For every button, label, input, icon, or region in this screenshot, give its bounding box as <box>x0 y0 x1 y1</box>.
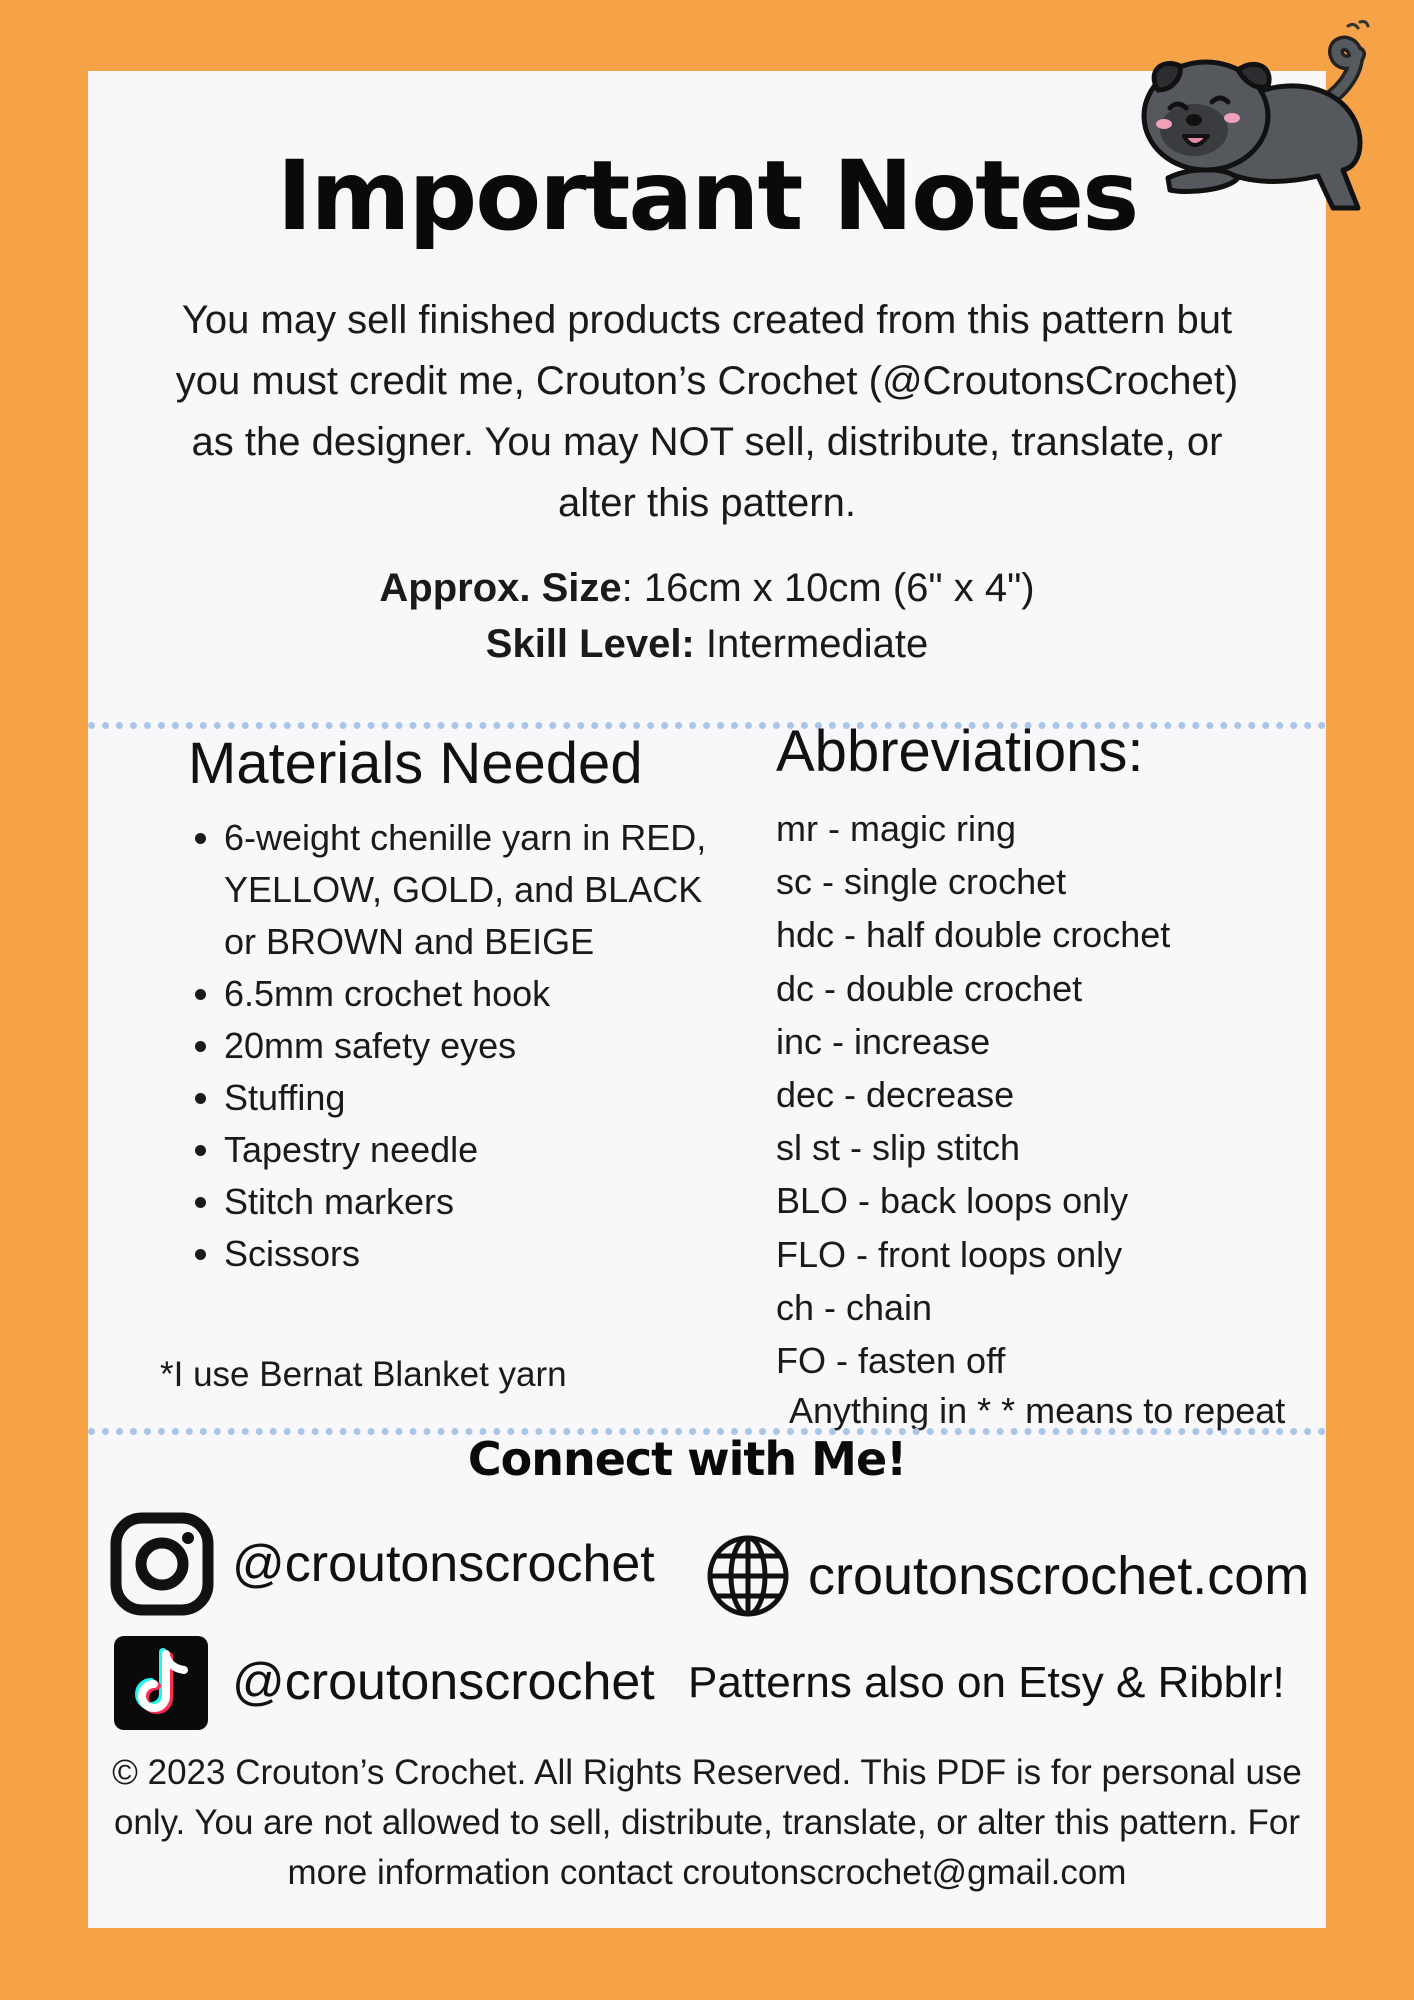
list-item: sl st - slip stitch <box>776 1127 1021 1169</box>
list-item: dec - decrease <box>776 1073 1015 1115</box>
list-item: mr - magic ring <box>776 808 1017 849</box>
materials-list <box>188 812 744 1280</box>
list-item: ch - chain <box>776 1286 933 1328</box>
license-intro: You may sell finished products created from this pattern but you must credit me, Crouton’s Crochet (@CroutonsCrochet) as the designer. You may NOT sell, distribute, translate, or alter this pattern. <box>175 298 1239 525</box>
connect-heading: Connect with Me! <box>467 1432 907 1486</box>
approx-size-value: : 16cm x 10cm (6" x 4") <box>621 566 1035 610</box>
list-item: • 20mm safety eyes <box>224 1020 744 1072</box>
list-item: • Tapestry needle <box>224 1124 744 1176</box>
approx-size <box>0 566 1414 611</box>
list-item: • Stuffing <box>224 1072 744 1124</box>
instagram-handle[interactable]: @croutonscrochet <box>232 1535 655 1593</box>
abbreviations-list <box>776 802 1170 1387</box>
tiktok-handle[interactable]: @croutonscrochet <box>232 1653 655 1711</box>
repeat-note: Anything in * * means to repeat <box>789 1390 1286 1431</box>
list-item: • Scissors <box>224 1228 744 1280</box>
instagram-icon[interactable] <box>110 1512 214 1616</box>
list-item: FLO - front loops only <box>776 1233 1123 1275</box>
copyright-notice: © 2023 Crouton’s Crochet. All Rights Reserved. This PDF is for personal use only. You are not allowed to sell, distribute, translate, or alter this pattern. For more information contact croutonscrochet@gmail.com <box>112 1753 1302 1892</box>
list-item: sc - single crochet <box>776 861 1067 903</box>
list-item: • Stitch markers <box>224 1176 744 1228</box>
list-item: hdc - half double crochet <box>776 914 1171 956</box>
tiktok-icon[interactable] <box>114 1636 208 1730</box>
shops-note: Patterns also on Etsy & Ribblr! <box>688 1658 1285 1707</box>
list-item: BLO - back loops only <box>776 1180 1129 1222</box>
list-item: • 6.5mm crochet hook <box>224 968 744 1020</box>
materials-heading: Materials Needed <box>188 731 643 796</box>
page-title: Important Notes <box>276 140 1138 252</box>
list-item: FO - fasten off <box>776 1339 1006 1381</box>
website-link[interactable]: croutonscrochet.com <box>808 1546 1310 1606</box>
skill-level <box>0 622 1414 667</box>
skill-level-label: Skill Level: <box>485 622 695 666</box>
globe-icon <box>706 1534 790 1618</box>
list-item: inc - increase <box>776 1020 991 1062</box>
skill-level-value: Intermediate <box>694 622 929 666</box>
list-item: dc - double crochet <box>776 967 1083 1009</box>
approx-size-label: Approx. Size <box>379 566 622 610</box>
yarn-note: *I use Bernat Blanket yarn <box>160 1355 567 1394</box>
list-item: • 6-weight chenille yarn in RED, YELLOW, GOLD, and BLACK or BROWN and BEIGE <box>224 812 744 968</box>
abbreviations-heading: Abbreviations: <box>776 719 1144 784</box>
